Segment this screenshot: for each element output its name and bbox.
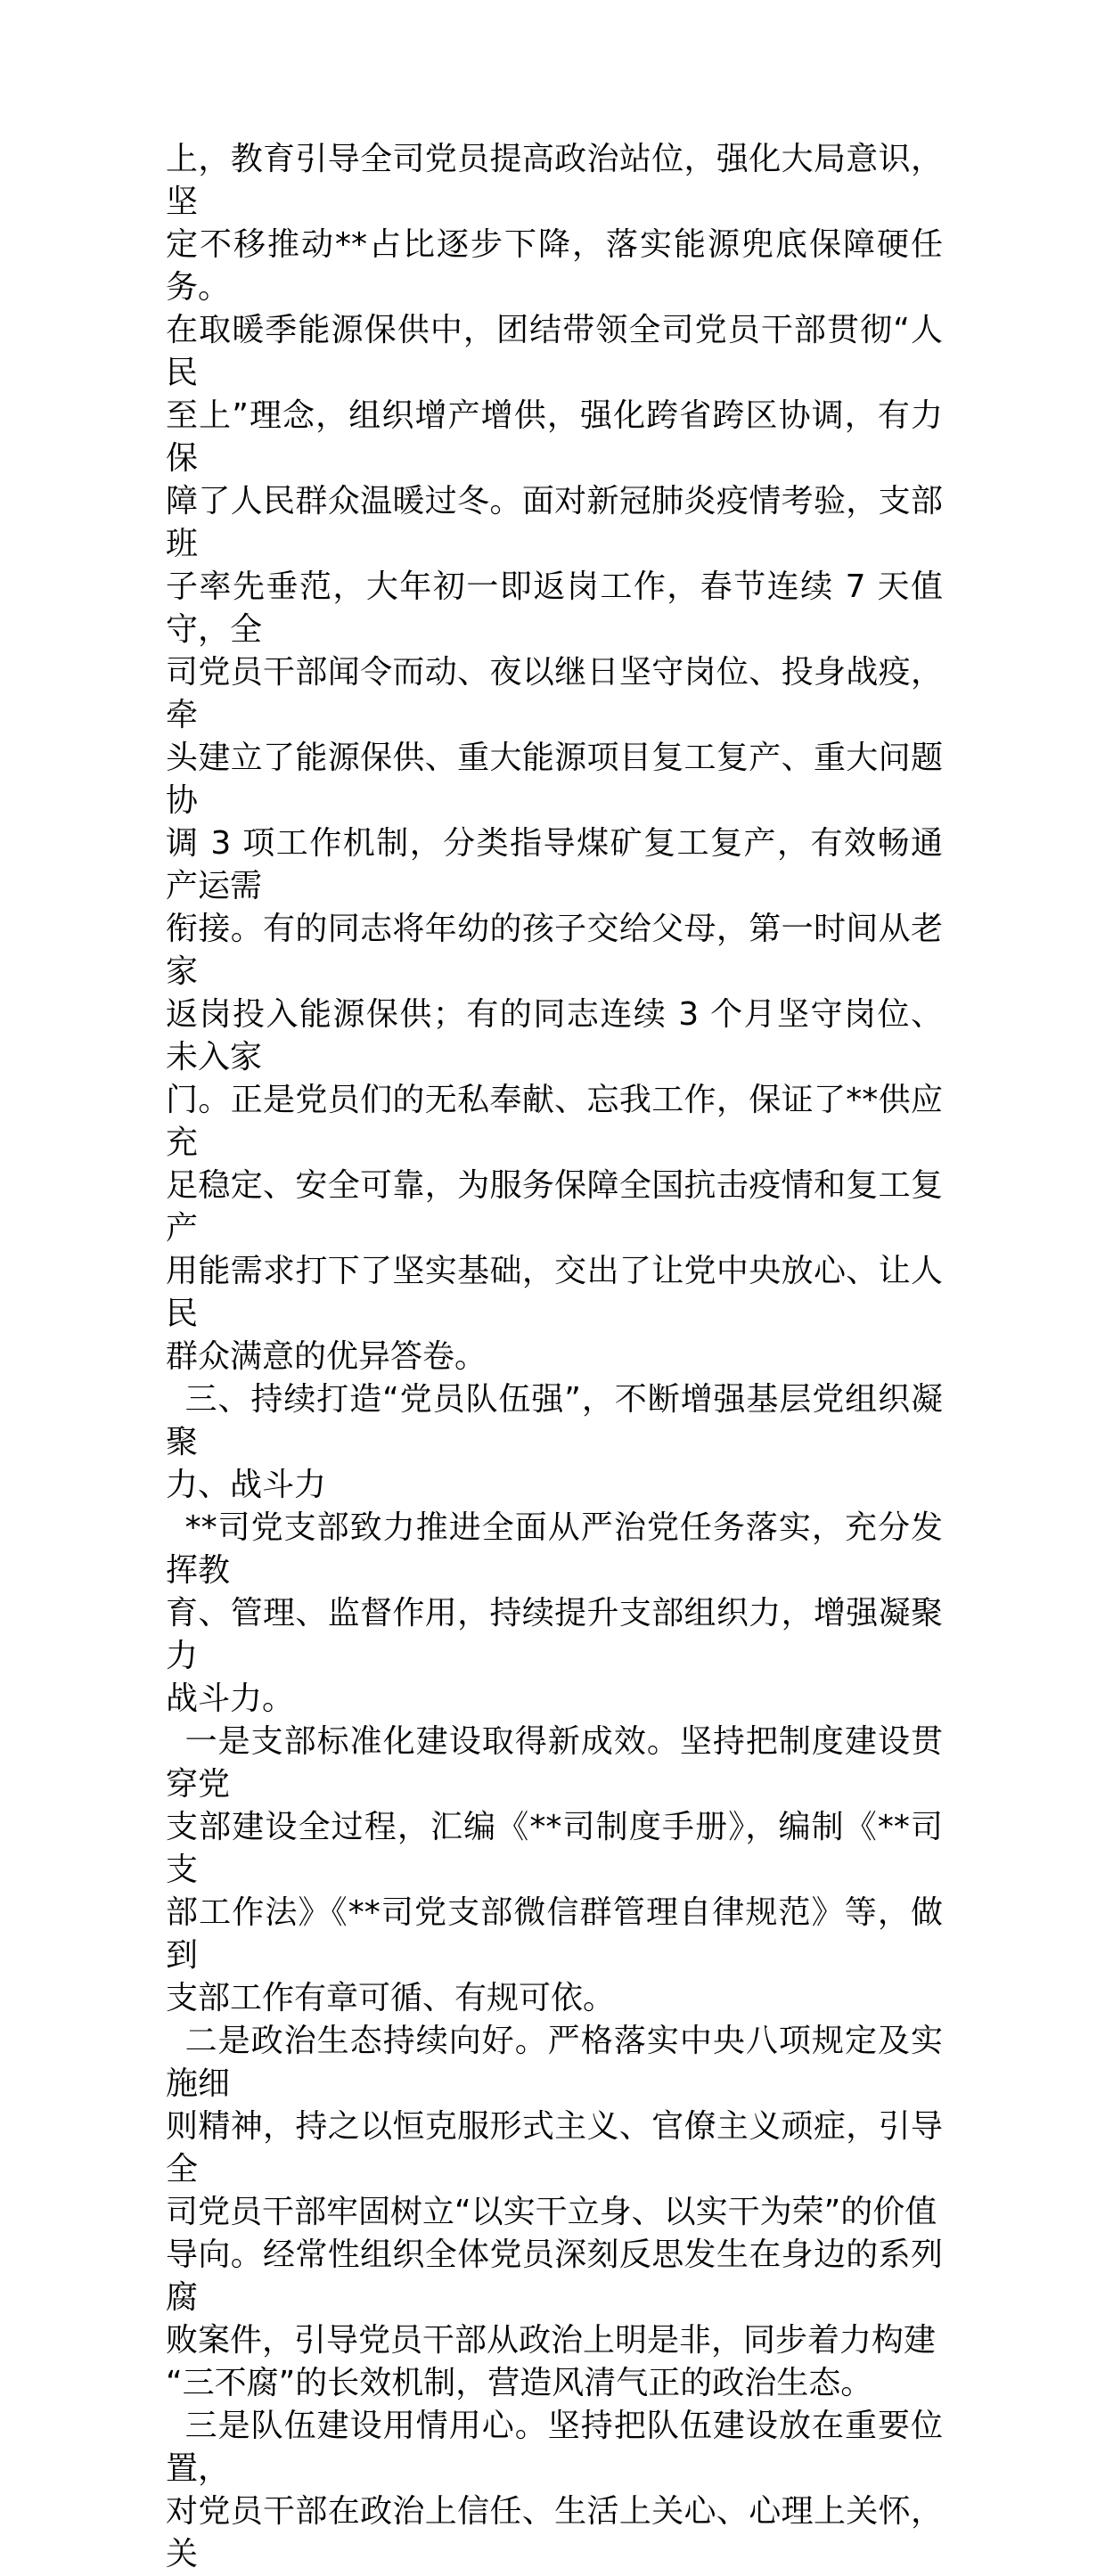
section-heading-three: 三、持续打造“党员队伍强”，不断增强基层党组织凝聚 力、战斗力 [166,1381,943,1503]
paragraph-body-continuation: 上，教育引导全司党员提高政治站位，强化大局意识，坚 定不移推动**占比逐步下降，落实能源兜底保障硬任务。 在取暖季能源保供中，团结带领全司党员干部贯彻“人民 至上”理念，组织增产增供，强化跨省跨区协调，有力保 障了人民群众温暖过冬。面对新冠肺炎疫情考验，支部班 子率先垂范，大年初一即返岗工作，春节连续 7 天值守，全 司党员干部闻令而动、夜以继日坚守岗位、投身战疫，牵 头建立了能源保供、重大能源项目复工复产、重大问题协 调 3 项工作机制，分类指导煤矿复工复产，有效畅通产运需 衔接。有的同志将年幼的孩子交给父母，第一时间从老家 返岗投入能源保供；有的同志连续 3 个月坚守岗位、未入家 门。正是党员们的无私奉献、忘我工作，保证了**供应充 足稳定、安全可靠，为服务保障全国抗击疫情和复工复产 用能需求打下了坚实基础，交出了让党中央放心、让人民 群众满意的优异答卷。 [166,141,943,1375]
paragraph-point-one: 一是支部标准化建设取得新成效。坚持把制度建设贯穿党 支部建设全过程，汇编《**司制度手册》，编制《**司支 部工作法》《**司党支部微信群管理自律规范》等，做到 支部工作有章可循、有规可依。 [166,1723,943,2016]
paragraph-point-two: 二是政治生态持续向好。严格落实中央八项规定及实施细 则精神，持之以恒克服形式主义、官僚主义顽症，引导全 司党员干部牢固树立“以实干立身、以实干为荣”的价值 导向。经常性组织全体党员深刻反思发生在身边的系列腐 败案件，引导党员干部从政治上明是非，同步着力构建 “三不腐”的长效机制，营造风清气正的政治生态。 [166,2023,943,2401]
document-body [166,138,943,2576]
paragraph-point-three: 三是队伍建设用情用心。坚持把队伍建设放在重要位置， 对党员干部在政治上信任、生活上关心、心理上关怀，关 [166,2408,943,2572]
paragraph-section-intro: **司党支部致力推进全面从严治党任务落实，充分发挥教 育、管理、监督作用，持续提升支部组织力，增强凝聚力 战斗力。 [166,1509,943,1717]
